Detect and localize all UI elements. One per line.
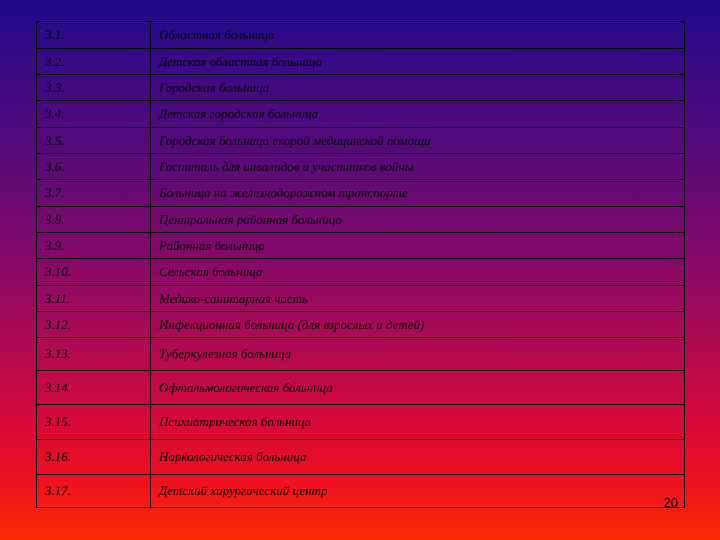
row-number: 3.12.	[37, 312, 151, 338]
row-name: Областная больница	[151, 22, 685, 49]
row-number: 3.11.	[37, 286, 151, 312]
row-number: 3.7.	[37, 180, 151, 207]
row-number: 3.2.	[37, 49, 151, 75]
table-row	[37, 49, 685, 75]
row-name: Наркологическая больница	[151, 440, 685, 475]
table-row	[37, 180, 685, 207]
table-row	[37, 101, 685, 128]
row-number: 3.15.	[37, 405, 151, 440]
row-name: Детская областная больница	[151, 49, 685, 75]
row-number: 3.10.	[37, 259, 151, 286]
table-row	[37, 475, 685, 508]
row-number: 3.4.	[37, 101, 151, 128]
row-number: 3.1.	[37, 22, 151, 49]
row-name: Детский хирургический центр	[151, 475, 685, 508]
table-row	[37, 440, 685, 475]
table-row	[37, 338, 685, 371]
row-number: 3.9.	[37, 233, 151, 259]
row-number: 3.14.	[37, 371, 151, 405]
row-name: Больница на железнодорожном транспорте	[151, 180, 685, 207]
row-name: Психиатрическая больница	[151, 405, 685, 440]
table-row	[37, 233, 685, 259]
row-number: 3.13.	[37, 338, 151, 371]
row-number: 3.6.	[37, 154, 151, 180]
row-name: Городская больница	[151, 75, 685, 101]
table-row	[37, 75, 685, 101]
hospital-types-table	[36, 21, 685, 508]
row-number: 3.5.	[37, 128, 151, 154]
table-row	[37, 312, 685, 338]
table-row	[37, 259, 685, 286]
row-name: Инфекционная больница (для взрослых и детей)	[151, 312, 685, 338]
row-name: Городская больница скорой медицинской помощи	[151, 128, 685, 154]
row-number: 3.17.	[37, 475, 151, 508]
row-number: 3.16.	[37, 440, 151, 475]
table-row	[37, 128, 685, 154]
row-name: Госпиталь для инвалидов и участников войны	[151, 154, 685, 180]
row-name: Медико-санитарная часть	[151, 286, 685, 312]
table-row	[37, 207, 685, 233]
page-number: 20	[663, 495, 678, 510]
row-name: Сельская больница	[151, 259, 685, 286]
row-name: Детская городская больница	[151, 101, 685, 128]
table-row	[37, 371, 685, 405]
row-name: Центральная районная больница	[151, 207, 685, 233]
table-row	[37, 286, 685, 312]
table-row	[37, 154, 685, 180]
row-number: 3.8.	[37, 207, 151, 233]
row-name: Туберкулезная больница	[151, 338, 685, 371]
row-name: Районная больница	[151, 233, 685, 259]
row-name: Офтальмологическая больница	[151, 371, 685, 405]
table-row	[37, 22, 685, 49]
table-row	[37, 405, 685, 440]
row-number: 3.3.	[37, 75, 151, 101]
